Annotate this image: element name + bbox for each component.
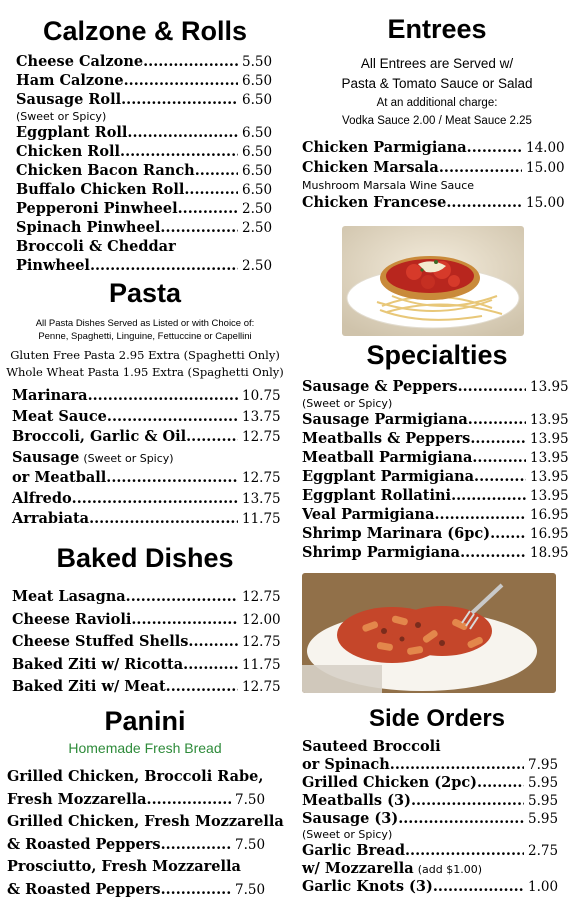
menu-item: [302, 544, 572, 562]
item-name: Prosciutto, Fresh Mozzarella: [7, 858, 241, 875]
item-name: Cheese Ravioli: [12, 610, 132, 628]
item-price: 12.75: [242, 679, 281, 695]
chicken-parmigiana-photo: [342, 226, 524, 336]
item-price: 15.00: [526, 160, 565, 176]
panini-subtitle: Homemade Fresh Bread: [68, 740, 222, 756]
item-name: Broccoli, Garlic & Oil: [12, 428, 187, 445]
item-price: 7.50: [235, 791, 266, 808]
menu-item: [302, 810, 566, 828]
dot-leader: [161, 836, 231, 854]
menu-item: [7, 813, 284, 831]
menu-item: [302, 159, 570, 177]
dot-leader: [188, 633, 238, 651]
menu-item: [302, 487, 572, 505]
dot-leader: [490, 525, 526, 543]
menu-item: [302, 738, 566, 756]
menu-item: [302, 756, 566, 774]
item-name: Cheese Stuffed Shells: [12, 633, 189, 650]
item-name: Eggplant Parmigiana: [302, 468, 475, 485]
item-price: 13.75: [242, 490, 281, 507]
menu-item: [12, 510, 282, 528]
item-name: Sausage Roll: [16, 91, 122, 108]
item-price: 13.95: [530, 450, 569, 466]
menu-item: [7, 791, 267, 809]
item-inline-note: (Sweet or Spicy): [83, 451, 174, 465]
item-name: Chicken Francese: [302, 194, 447, 211]
baked-ziti-photo: [302, 573, 556, 693]
item-name: Baked Ziti w/ Meat: [12, 678, 166, 695]
menu-item: [16, 200, 278, 218]
entrees-intro-1: All Entrees are Served w/: [360, 56, 514, 71]
menu-item: [302, 411, 572, 429]
item-price: 6.50: [242, 182, 273, 198]
specialties-title: Specialties: [366, 340, 508, 370]
menu-item: [302, 430, 572, 448]
entrees-intro-2: Pasta & Tomato Sauce or Salad: [341, 76, 533, 91]
pasta-note-1: All Pasta Dishes Served as Listed or with Choice of:: [35, 318, 255, 329]
item-name: Pepperoni Pinwheel: [16, 200, 178, 217]
item-inline-note: (add $1.00): [417, 863, 482, 876]
item-name: Grilled Chicken, Fresh Mozzarella: [7, 813, 284, 830]
menu-item: [302, 842, 566, 860]
dot-leader: [166, 678, 238, 696]
item-price: 15.00: [526, 195, 565, 211]
item-price: 7.95: [528, 757, 559, 773]
dot-leader: [184, 181, 238, 199]
dot-leader: [460, 544, 526, 562]
menu-item: [16, 162, 278, 180]
dot-leader: [131, 611, 238, 629]
item-name: Sausage & Peppers: [302, 378, 458, 395]
item-name: Sausage Parmigiana: [302, 411, 468, 428]
pasta-note-3: Gluten Free Pasta 2.95 Extra (Spaghetti Only): [10, 348, 280, 362]
menu-item: [12, 387, 282, 405]
item-price: 2.50: [242, 258, 273, 274]
dot-leader: [121, 91, 238, 109]
dot-leader: [120, 143, 238, 161]
item-price: 6.50: [242, 73, 273, 89]
item-note: (Sweet or Spicy): [16, 110, 107, 123]
menu-item: [12, 678, 284, 696]
item-price: 6.50: [242, 92, 273, 108]
item-name: Ham Calzone: [16, 72, 124, 89]
item-price: 13.95: [530, 412, 569, 428]
item-name: Broccoli & Cheddar: [16, 238, 176, 255]
item-name: Sauteed Broccoli: [302, 738, 441, 755]
dot-leader: [143, 53, 238, 71]
item-name: Pinwheel: [16, 257, 90, 274]
item-name: Marinara: [12, 387, 88, 404]
item-price: 10.75: [242, 388, 281, 404]
menu-item: [302, 506, 572, 524]
entrees-title: Entrees: [387, 14, 487, 44]
item-name: Veal Parmigiana: [302, 506, 435, 523]
item-name: Arrabiata: [12, 510, 90, 527]
menu-item: [302, 194, 570, 212]
menu-item: [12, 469, 282, 487]
menu-item: [7, 881, 267, 899]
dot-leader: [474, 468, 526, 486]
dot-leader: [89, 510, 238, 528]
item-name: Shrimp Marinara (6pc): [302, 525, 491, 542]
item-name: & Roasted Peppers: [7, 880, 161, 898]
menu-item: [16, 72, 278, 90]
item-name: or Spinach: [302, 756, 390, 773]
menu-item: [12, 588, 284, 606]
dot-leader: [470, 430, 526, 448]
item-price: 18.95: [530, 545, 569, 561]
item-price: 12.75: [242, 470, 281, 486]
menu-item: [302, 774, 566, 792]
item-name: Garlic Bread: [302, 842, 405, 859]
item-price: 5.95: [528, 793, 559, 809]
dot-leader: [411, 792, 524, 810]
menu-item: [12, 449, 282, 468]
pasta-note-4: Whole Wheat Pasta 1.95 Extra (Spaghetti Only): [6, 365, 284, 379]
item-note: Mushroom Marsala Wine Sauce: [302, 179, 475, 192]
item-name: Eggplant Roll: [16, 124, 128, 141]
menu-item: [16, 53, 278, 71]
dot-leader: [72, 490, 238, 508]
menu-item: [16, 143, 278, 161]
item-price: 2.75: [528, 843, 559, 859]
item-price: 1.00: [528, 879, 559, 895]
item-price: 5.50: [242, 54, 273, 70]
item-price: 12.00: [242, 611, 281, 628]
dot-leader: [472, 449, 526, 467]
dot-leader: [477, 774, 524, 792]
dot-leader: [147, 791, 231, 809]
baked-title: Baked Dishes: [56, 543, 234, 573]
menu-item: [302, 878, 566, 896]
item-price: 7.50: [235, 836, 266, 853]
dot-leader: [405, 842, 524, 860]
menu-item: [7, 768, 267, 786]
dot-leader: [398, 810, 524, 828]
item-price: 14.00: [526, 140, 565, 156]
menu-item: [12, 408, 282, 426]
item-name: Fresh Mozzarella: [7, 790, 147, 808]
dot-leader: [126, 588, 238, 606]
item-name: Chicken Marsala: [302, 159, 439, 176]
item-name: or Meatball: [12, 469, 107, 486]
dot-leader: [433, 878, 524, 896]
dot-leader: [160, 219, 238, 237]
menu-item: [12, 428, 282, 446]
item-name: w/ Mozzarella: [302, 860, 414, 877]
item-name: Meatballs (3): [302, 792, 411, 809]
item-price: 11.75: [242, 511, 281, 527]
entrees-extra-1: At an additional charge:: [376, 97, 498, 109]
item-price: 6.50: [242, 144, 273, 160]
item-name: Meatball Parmigiana: [302, 449, 473, 466]
item-name: Chicken Roll: [16, 143, 121, 160]
dot-leader: [195, 162, 238, 180]
dot-leader: [439, 159, 522, 177]
item-name: Sausage: [12, 448, 80, 466]
dot-leader: [183, 656, 238, 674]
menu-item: [12, 490, 282, 508]
item-price: 12.75: [242, 589, 281, 605]
dot-leader: [88, 387, 238, 405]
menu-item: [16, 219, 278, 237]
dot-leader: [161, 881, 231, 899]
item-name: Alfredo: [12, 489, 72, 507]
panini-title: Panini: [104, 706, 186, 736]
item-price: 11.75: [242, 656, 281, 673]
menu-item: [16, 124, 278, 142]
item-name: Chicken Bacon Ranch: [16, 162, 195, 179]
item-name: Garlic Knots (3): [302, 878, 433, 895]
item-name: Chicken Parmigiana: [302, 139, 467, 156]
item-price: 13.95: [530, 431, 569, 447]
item-name: Grilled Chicken, Broccoli Rabe,: [7, 768, 264, 785]
menu-item: [302, 449, 572, 467]
item-price: 13.95: [530, 488, 569, 504]
menu-item: [302, 468, 572, 486]
dot-leader: [186, 428, 238, 446]
menu-item: [302, 525, 572, 543]
item-price: 13.95: [530, 379, 569, 395]
item-price: 13.75: [242, 408, 281, 425]
menu-item: [12, 633, 284, 651]
dot-leader: [458, 378, 526, 396]
calzone-title: Calzone & Rolls: [42, 16, 248, 46]
menu-item: [302, 139, 570, 157]
dot-leader: [468, 411, 526, 429]
dot-leader: [467, 139, 522, 157]
item-price: 13.95: [530, 469, 569, 485]
item-price: 2.50: [242, 201, 273, 217]
item-price: 6.50: [242, 163, 273, 179]
menu-item: [7, 858, 267, 876]
menu-item: [16, 91, 278, 109]
dot-leader: [178, 200, 238, 218]
item-name: Baked Ziti w/ Ricotta: [12, 655, 184, 673]
item-name: Eggplant Rollatini: [302, 487, 452, 504]
menu-item: [7, 836, 267, 854]
menu-item: [16, 181, 278, 199]
item-price: 6.50: [242, 125, 273, 141]
item-price: 5.95: [528, 811, 559, 827]
menu-item: [302, 792, 566, 810]
pasta-note-2: Penne, Spaghetti, Linguine, Fettuccine or Capellini: [38, 331, 252, 342]
item-price: 12.75: [242, 634, 281, 650]
dot-leader: [446, 194, 522, 212]
item-note: (Sweet or Spicy): [302, 397, 393, 410]
item-name: & Roasted Peppers: [7, 835, 161, 853]
item-note: (Sweet or Spicy): [302, 828, 393, 841]
dot-leader: [127, 124, 238, 142]
dot-leader: [390, 756, 524, 774]
item-price: 16.95: [530, 507, 569, 523]
item-price: 16.95: [530, 526, 569, 542]
item-price: 12.75: [242, 429, 281, 445]
item-price: 2.50: [242, 220, 273, 236]
menu-item: [12, 656, 284, 674]
menu-item: [12, 611, 284, 629]
sides-title: Side Orders: [368, 705, 506, 732]
item-name: Shrimp Parmigiana: [302, 544, 461, 561]
dot-leader: [106, 469, 238, 487]
item-name: Spinach Pinwheel: [16, 219, 161, 236]
pasta-title: Pasta: [108, 278, 182, 308]
item-name: Cheese Calzone: [16, 53, 144, 70]
menu-item: [302, 860, 566, 879]
dot-leader: [90, 257, 238, 275]
menu-item: [16, 257, 278, 275]
dot-leader: [107, 408, 238, 426]
item-price: 5.95: [528, 775, 559, 791]
menu-item: [302, 378, 572, 396]
item-name: Grilled Chicken (2pc): [302, 774, 478, 791]
item-name: Sausage (3): [302, 810, 399, 827]
dot-leader: [434, 506, 526, 524]
item-name: Meatballs & Peppers: [302, 430, 471, 447]
entrees-extra-2: Vodka Sauce 2.00 / Meat Sauce 2.25: [342, 115, 532, 127]
item-price: 7.50: [235, 881, 266, 898]
menu-item: [16, 238, 278, 256]
item-name: Meat Sauce: [12, 407, 107, 425]
dot-leader: [451, 487, 526, 505]
dot-leader: [124, 72, 238, 90]
item-name: Meat Lasagna: [12, 588, 126, 605]
item-name: Buffalo Chicken Roll: [16, 181, 185, 198]
